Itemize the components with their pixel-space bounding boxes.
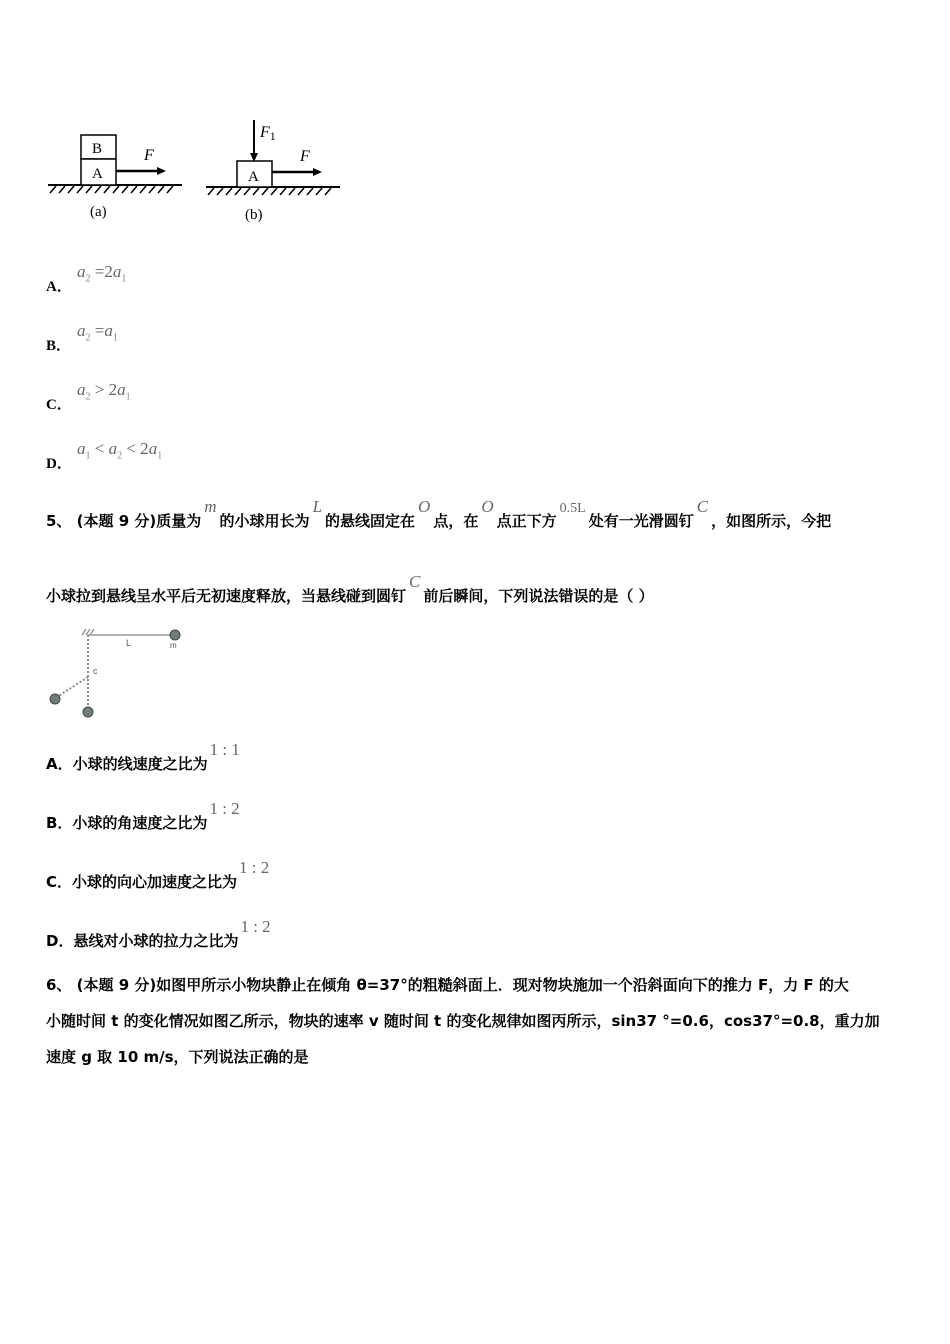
q4-option-c-formula: $a_2 > 2a_1$ [77, 380, 131, 403]
q4-option-d-formula: $a_1 < a_2 < 2a_1$ [77, 439, 163, 462]
q5-option-d[interactable]: D．悬线对小球的拉力之比为1 : 2 [46, 917, 271, 950]
force-f1-label: F1 [260, 124, 276, 143]
ball-bottom [83, 707, 93, 717]
caption-a: (a) [90, 204, 107, 220]
q5-option-a[interactable]: A．小球的线速度之比为1 : 1 [46, 740, 240, 773]
label-c: c [93, 666, 98, 676]
block-b-label: B [92, 141, 103, 157]
ball-left [50, 694, 60, 704]
force-diagram-figure [40, 115, 350, 230]
ball-top [170, 630, 180, 640]
q5-stem-line2: 小球拉到悬线呈水平后无初速度释放，当悬线碰到圆钉C前后瞬间，下列说法错误的是（ ） [46, 572, 654, 605]
caption-b: (b) [245, 207, 263, 223]
q6-stem [46, 967, 906, 1075]
label-L: L [126, 638, 132, 648]
q4-option-b-formula: $a_2 =a_1$ [77, 321, 118, 344]
q5-option-b[interactable]: B．小球的角速度之比为1 : 2 [46, 799, 240, 832]
block-a-label: A [92, 166, 103, 182]
q6-line3: 速度 g 取 10 m/s，下列说法正确的是 [46, 1048, 309, 1066]
q6-line2: 小随时间 t 的变化情况如图乙所示，物块的速率 v 随时间 t 的变化规律如图丙所示，sin37 °=0.6，cos37°=0.8，重力加 [46, 1012, 880, 1030]
force-f-label-b: F [300, 148, 310, 165]
block-a-b-label: A [248, 169, 259, 185]
q4-option-a-letter[interactable]: A． [46, 279, 72, 295]
q4-option-d-letter[interactable]: D． [46, 456, 72, 472]
pendulum-figure [44, 625, 194, 725]
label-m: m [170, 641, 177, 650]
q5-stem-line1: 5、 (本题 9 分)质量为m的小球用长为L的悬线固定在O点，在O点正下方0.5L处有一光滑圆钉C，如图所示，今把 [46, 497, 832, 530]
q4-option-b-letter[interactable]: B． [46, 338, 72, 354]
q4-option-c-letter[interactable]: C． [46, 397, 72, 413]
q6-line1: 6、 (本题 9 分)如图甲所示小物块静止在倾角 θ=37°的粗糙斜面上．现对物块施加一个沿斜面向下的推力 F，力 F 的大 [46, 976, 849, 994]
force-f-label-a: F [144, 147, 154, 164]
q5-option-c[interactable]: C．小球的向心加速度之比为1 : 2 [46, 858, 270, 891]
q4-option-a-formula: $a_2 =2a_1$ [77, 262, 127, 285]
